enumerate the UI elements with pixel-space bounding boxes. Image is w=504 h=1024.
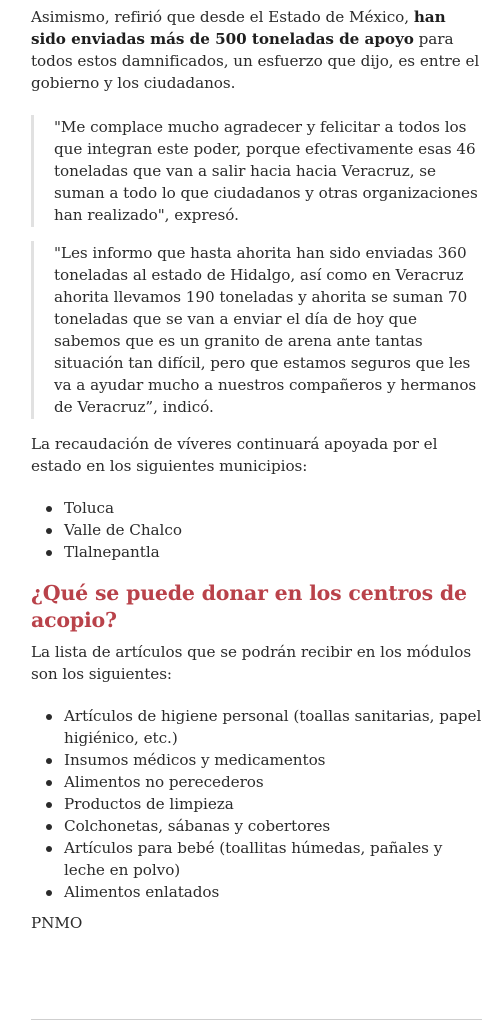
quote-2-text: "Les informo que hasta ahorita han sido enviadas 360 toneladas al estado de Hidalgo, así como en Veracruz ahorita llevamos 190 toneladas y ahorita se suman 70 toneladas que se van a enviar el día de hoy que sabemos que es un granito de arena ante tantas situación tan difícil, pero que estamos seguros que les va a ayudar mucho a nuestros compañeros y hermanos de Veracruz”, indicó. bbox=[54, 244, 477, 416]
intro-paragraph bbox=[31, 6, 482, 94]
divider-line bbox=[31, 1019, 482, 1020]
list-item-text: Valle de Chalco bbox=[64, 521, 182, 539]
list-item bbox=[64, 771, 482, 793]
intro-text-start: Asimismo, refirió que desde el Estado de México, bbox=[31, 8, 414, 26]
bullet-icon bbox=[46, 824, 52, 830]
quote-1-text: "Me complace mucho agradecer y felicitar a todos los que integran este poder, porque efectivamente esas 46 toneladas que van a salir hacia hacia Veracruz, se suman a todo lo que ciudadanos y otras organizaciones han realizado", expresó. bbox=[54, 118, 478, 224]
section-heading: ¿Qué se puede donar en los centros de acopio? bbox=[31, 581, 467, 632]
bullet-icon bbox=[46, 550, 52, 556]
list-item-text: Alimentos enlatados bbox=[64, 883, 220, 901]
articulos-list bbox=[31, 705, 482, 903]
list-item bbox=[64, 837, 482, 881]
list-item-text: Toluca bbox=[64, 499, 114, 517]
list-item-text: Artículos de higiene personal (toallas sanitarias, papel higiénico, etc.) bbox=[64, 707, 482, 747]
list-item-text: Alimentos no perecederos bbox=[64, 773, 264, 791]
bullet-icon bbox=[46, 714, 52, 720]
bullet-icon bbox=[46, 890, 52, 896]
bullet-icon bbox=[46, 846, 52, 852]
intro-bold-text: han sido enviadas más de 500 toneladas de apoyo bbox=[31, 8, 446, 48]
bullet-icon bbox=[46, 528, 52, 534]
list-item bbox=[64, 881, 482, 903]
intro-text-end: para todos estos damnificados, un esfuerzo que dijo, es entre el gobierno y los ciudadanos. bbox=[31, 30, 480, 92]
list-item bbox=[64, 519, 482, 541]
municipios-list bbox=[31, 497, 482, 563]
list-item bbox=[64, 497, 482, 519]
list-item bbox=[64, 749, 482, 771]
author-signature: PNMO bbox=[31, 914, 83, 932]
list-item bbox=[64, 793, 482, 815]
list-item bbox=[64, 705, 482, 749]
list-item bbox=[64, 815, 482, 837]
list-item-text: Insumos médicos y medicamentos bbox=[64, 751, 326, 769]
list-item-text: Colchonetas, sábanas y cobertores bbox=[64, 817, 331, 835]
list-item-text: Productos de limpieza bbox=[64, 795, 234, 813]
bullet-icon bbox=[46, 758, 52, 764]
articulos-intro-paragraph: La lista de artículos que se podrán recibir en los módulos son los siguientes: bbox=[31, 643, 472, 683]
blockquote-2 bbox=[31, 241, 482, 419]
list-item-text: Artículos para bebé (toallitas húmedas, pañales y leche en polvo) bbox=[64, 839, 443, 879]
bullet-icon bbox=[46, 506, 52, 512]
list-item-text: Tlalnepantla bbox=[64, 543, 160, 561]
municipios-intro-paragraph: La recaudación de víveres continuará apoyada por el estado en los siguientes municipios: bbox=[31, 435, 438, 475]
bullet-icon bbox=[46, 802, 52, 808]
blockquote-1 bbox=[31, 115, 482, 227]
list-item bbox=[64, 541, 482, 563]
bullet-icon bbox=[46, 780, 52, 786]
